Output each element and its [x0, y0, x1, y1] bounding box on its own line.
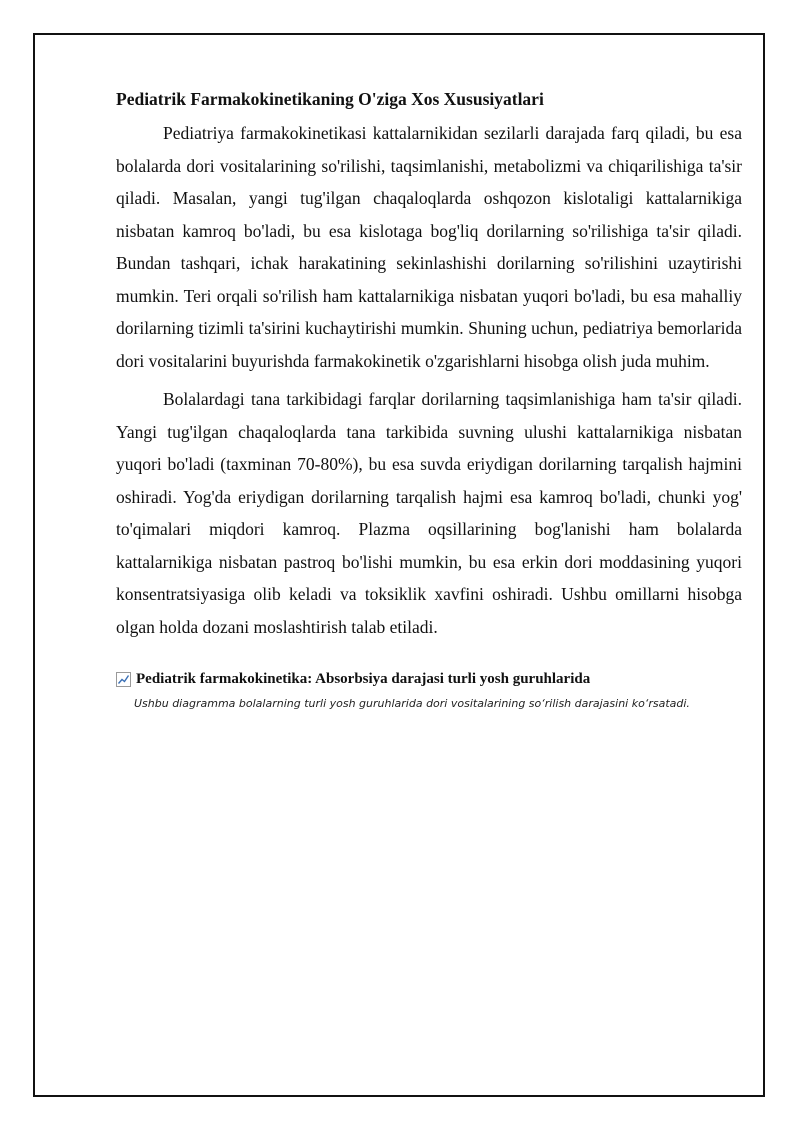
paragraph-1: Pediatriya farmakokinetikasi kattalarnikidan sezilarli darajada farq qiladi, bu esa bolalarda dori vositalarining so'rilishi, taqsimlanishi, metabolizmi va chiqarilishiga ta'sir qiladi. Masalan, yangi tug'ilgan chaqaloqlarda oshqozon kislotaligi kattalarnikiga nisbatan kamroq bo'ladi, bu esa kislotaga bog'liq dorilarning so'rilishiga ta'sir qiladi. Bundan tashqari, ichak harakatining sekinlashishi dorilarning so'rilishini uzaytirishi mumkin. Teri orqali so'rilish ham kattalarnikiga nisbatan yuqori bo'ladi, bu esa mahalliy dorilarning tizimli ta'sirini kuchaytirishi mumkin. Shuning uchun, pediatriya bemorlarida dori vositalarini buyurishda farmakokinetik o'zgarishlarni hisobga olish juda muhim. — [116, 123, 742, 371]
figure-heading — [116, 669, 742, 689]
figure-title: Pediatrik farmakokinetika: Absorbsiya darajasi turli yosh guruhlarida — [136, 671, 591, 687]
document-body — [116, 86, 742, 712]
section-title: Pediatrik Farmakokinetikaning O'ziga Xos Xususiyatlari — [116, 89, 544, 109]
figure-caption: Ushbu diagramma bolalarning turli yosh guruhlarida dori vositalarining so‘rilish darajasini ko‘rsatadi. — [134, 697, 690, 710]
line-chart-icon — [116, 672, 131, 687]
paragraph-2: Bolalardagi tana tarkibidagi farqlar dorilarning taqsimlanishiga ham ta'sir qiladi. Yangi tug'ilgan chaqaloqlarda tana tarkibida suvning ulushi kattalarnikiga nisbatan yuqori bo'ladi (taxminan 70-80%), bu esa suvda eriydigan dorilarning tarqalish hajmini oshiradi. Yog'da eriydigan dorilarning tarqalish hajmi esa kamroq bo'ladi, chunki yog' to'qimalari miqdori kamroq. Plazma oqsillarining bog'lanishi ham bolalarda kattalarnikiga nisbatan pastroq bo'lishi mumkin, bu esa erkin dori moddasining yuqori konsentratsiyasiga olib keladi va toksiklik xavfini oshiradi. Ushbu omillarni hisobga olgan holda dozani moslashtirish talab etiladi. — [116, 389, 742, 637]
